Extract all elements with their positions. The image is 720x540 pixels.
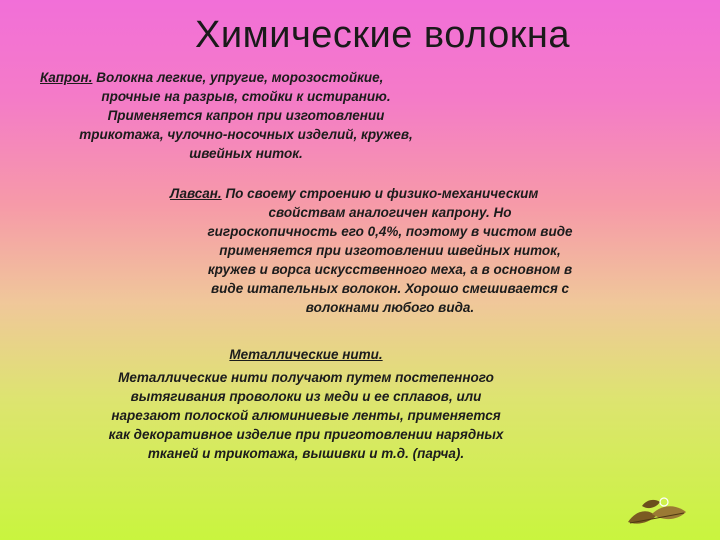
lavsan-line-1	[170, 184, 610, 203]
metal-line-4: как декоративное изделие при приготовлении нарядных	[108, 427, 504, 442]
lavsan-line-4: применяется при изготовлении швейных ниток,	[219, 243, 561, 258]
lavsan-line-5: кружев и ворса искусственного меха, а в основном в	[207, 262, 573, 277]
metal-heading: Металлические нити.	[229, 347, 383, 362]
kapron-line-2: прочные на разрыв, стойки к истиранию.	[101, 89, 391, 104]
metal-line-3: нарезают полоской алюминиевые ленты, применяется	[111, 408, 501, 423]
metal-line-2: вытягивания проволоки из меди и ее сплавов, или	[130, 389, 482, 404]
kapron-line-1	[36, 68, 456, 87]
kapron-line-4: трикотажа, чулочно-носочных изделий, кружев,	[79, 127, 413, 142]
metal-line-1: Металлические нити получают путем постепенного	[118, 370, 494, 385]
leaf-decoration-icon	[622, 492, 694, 532]
lavsan-line-1-text: По своему строению и физико-механическим	[221, 186, 539, 201]
metal-threads-paragraph	[66, 345, 546, 463]
kapron-line-1-text: Волокна легкие, упругие, морозостойкие,	[92, 70, 384, 85]
kapron-term: Капрон.	[40, 70, 93, 85]
lavsan-line-7: волокнами любого вида.	[305, 300, 475, 315]
slide-title: Химические волокна	[195, 14, 570, 56]
lavsan-line-2: свойствам аналогичен капрону. Но	[268, 205, 512, 220]
lavsan-line-6: виде штапельных волокон. Хорошо смешивается с	[210, 281, 570, 296]
metal-line-5: тканей и трикотажа, вышивки и т.д. (парча).	[147, 446, 465, 461]
kapron-line-3: Применяется капрон при изготовлении	[107, 108, 385, 123]
kapron-line-5: швейных ниток.	[189, 146, 303, 161]
kapron-paragraph	[36, 68, 456, 163]
lavsan-term: Лавсан.	[170, 186, 222, 201]
lavsan-line-3: гигроскопичность его 0,4%, поэтому в чистом виде	[207, 224, 573, 239]
lavsan-paragraph	[170, 184, 610, 317]
